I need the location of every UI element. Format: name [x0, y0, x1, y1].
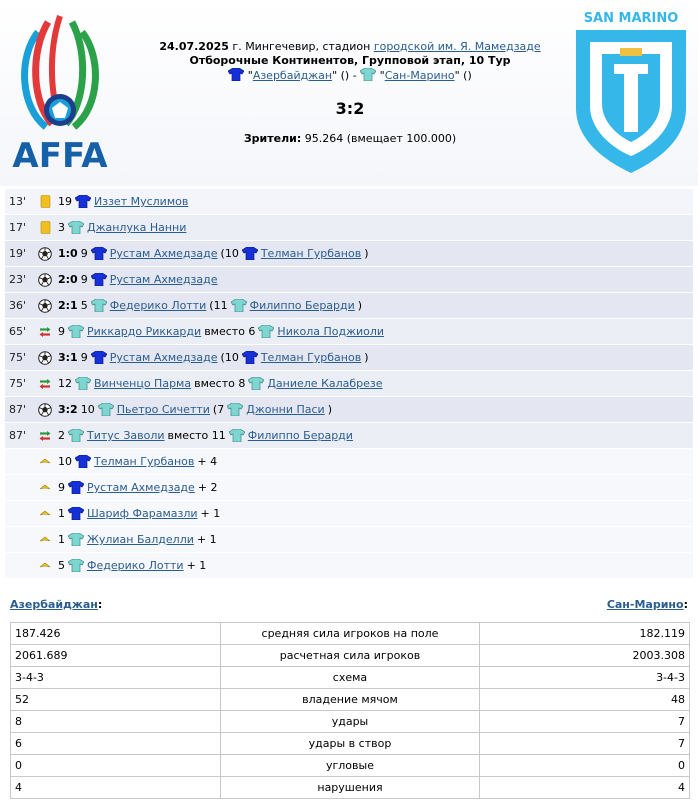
player-number: 9 — [58, 481, 65, 494]
event-minute: 65' — [9, 325, 27, 338]
stat-row — [11, 689, 690, 711]
home-shirt-icon — [242, 351, 258, 364]
rating-star-icon — [39, 561, 51, 571]
substitution-instead: вместо 8 — [194, 377, 246, 390]
ball-icon — [38, 299, 52, 313]
player-number: 1 — [58, 507, 65, 520]
player-link[interactable]: Пьетро Сичетти — [116, 403, 210, 416]
player-number: 9 — [58, 325, 65, 338]
assist-player-link[interactable]: Телман Гурбанов — [260, 351, 362, 364]
substituted-player-link[interactable]: Никола Поджиоли — [277, 325, 385, 338]
match-header — [0, 0, 698, 186]
event-minute: 19' — [9, 247, 27, 260]
stat-away-value: 3-4-3 — [480, 667, 690, 689]
event-row: 36' 2:1 5 Федерико Лотти (11 Филиппо Берарди ) — [5, 293, 693, 318]
stat-away-value: 4 — [480, 777, 690, 799]
stat-row — [11, 667, 690, 689]
event-minute: 75' — [9, 377, 27, 390]
assist-number: (11 — [209, 299, 228, 312]
substitution-instead: вместо 11 — [167, 429, 226, 442]
assist-player-link[interactable]: Джонни Паси — [246, 403, 325, 416]
stat-label: расчетная сила игроков — [220, 645, 480, 667]
rating-plus: + 1 — [200, 507, 221, 520]
player-number: 19 — [58, 195, 72, 208]
stat-home-value: 6 — [11, 733, 221, 755]
event-minute: 17' — [9, 221, 27, 234]
match-date: 24.07.2025 — [159, 40, 229, 53]
stat-label: удары — [220, 711, 480, 733]
stat-away-value: 7 — [480, 711, 690, 733]
away-shirt-icon — [68, 559, 84, 572]
assist-number: (10 — [220, 351, 239, 364]
player-link[interactable]: Телман Гурбанов — [94, 455, 195, 468]
stat-label: угловые — [220, 755, 480, 777]
player-link[interactable]: Рустам Ахмедзаде — [87, 481, 195, 494]
assist-number: (10 — [220, 247, 239, 260]
away-shirt-icon — [248, 377, 264, 390]
player-number: 9 — [80, 273, 88, 286]
player-link[interactable]: Рустам Ахмедзаде — [109, 351, 218, 364]
match-stats-table — [10, 622, 690, 799]
stat-row — [11, 755, 690, 777]
stat-away-value: 7 — [480, 733, 690, 755]
substitution-icon — [38, 430, 52, 442]
home-shirt-icon — [68, 481, 84, 494]
player-link[interactable]: Федерико Лотти — [109, 299, 207, 312]
player-link[interactable]: Джанлука Нанни — [87, 221, 187, 234]
event-row — [5, 319, 693, 344]
affa-logo — [8, 12, 112, 176]
player-number: 9 — [80, 351, 88, 364]
assist-number: (7 — [212, 403, 225, 416]
event-row — [5, 267, 693, 292]
rating-star-icon — [39, 457, 51, 467]
away-team-link[interactable]: Сан-Марино — [384, 69, 455, 82]
rating-row — [5, 527, 693, 552]
event-minute: 75' — [9, 351, 27, 364]
rating-star-icon — [39, 483, 51, 493]
stat-row — [11, 733, 690, 755]
player-number: 5 — [80, 299, 88, 312]
stat-home-value: 8 — [11, 711, 221, 733]
home-shirt-icon — [242, 247, 258, 260]
ball-icon — [38, 273, 52, 287]
player-number: 1 — [58, 533, 65, 546]
stat-row — [11, 711, 690, 733]
rating-row — [5, 501, 693, 526]
svg-text:AFFA: AFFA — [12, 136, 108, 176]
away-shirt-icon — [258, 325, 274, 338]
event-minute: 36' — [9, 299, 27, 312]
stadium-link[interactable]: городской им. Я. Мамедзаде — [373, 40, 541, 53]
stat-label: удары в створ — [220, 733, 480, 755]
away-shirt-icon — [231, 299, 247, 312]
ball-icon — [38, 247, 52, 261]
assist-player-link[interactable]: Филиппо Берарди — [249, 299, 355, 312]
home-team-link[interactable]: Азербайджан — [252, 69, 333, 82]
home-shirt-icon — [91, 273, 107, 286]
home-shirt-icon — [91, 351, 107, 364]
stat-home-value: 0 — [11, 755, 221, 777]
home-shirt-icon — [91, 247, 107, 260]
final-score: 3:2 — [335, 99, 365, 118]
rating-plus: + 4 — [197, 455, 218, 468]
substituted-player-link[interactable]: Филиппо Берарди — [247, 429, 353, 442]
home-shirt-icon — [75, 455, 91, 468]
rating-row — [5, 553, 693, 578]
player-link[interactable]: Шариф Фарамазли — [87, 507, 198, 520]
assist-player-link[interactable]: Телман Гурбанов — [260, 247, 362, 260]
rating-plus: + 1 — [186, 559, 207, 572]
teams-line: "Азербайджан" () - "Сан-Марино" () — [150, 68, 550, 83]
event-minute: 23' — [9, 273, 27, 286]
team-labels: Азербайджан: Сан-Марино: — [10, 598, 688, 611]
away-shirt-icon — [98, 403, 114, 416]
event-row — [5, 423, 693, 448]
event-score: 1:0 — [58, 247, 78, 260]
competition-title: Отборочные Континентов, Групповой этап, 10 Тур — [189, 54, 511, 67]
home-shirt-icon — [75, 195, 91, 208]
player-number: 12 — [58, 377, 72, 390]
substituted-player-link[interactable]: Даниеле Калабрезе — [267, 377, 383, 390]
player-link[interactable]: Рустам Ахмедзаде — [109, 273, 218, 286]
rating-plus: + 2 — [197, 481, 218, 494]
san-marino-logo — [572, 8, 690, 178]
away-shirt-icon — [68, 325, 84, 338]
stat-home-value: 52 — [11, 689, 221, 711]
rating-row — [5, 475, 693, 500]
event-row: 87' 3:2 10 Пьетро Сичетти (7 Джонни Паси ) — [5, 397, 693, 422]
away-shirt-icon — [68, 221, 84, 234]
stat-label: нарушения — [220, 777, 480, 799]
event-minute: 87' — [9, 429, 27, 442]
spectators — [150, 132, 550, 145]
event-row: 19' 1:0 9 Рустам Ахмедзаде (10 Телман Гурбанов ) — [5, 241, 693, 266]
yellow-card-icon — [40, 221, 51, 234]
away-shirt-icon — [91, 299, 107, 312]
away-shirt-icon — [229, 429, 245, 442]
stat-row — [11, 645, 690, 667]
player-number: 10 — [80, 403, 95, 416]
event-score: 3:2 — [58, 403, 78, 416]
stat-home-value: 3-4-3 — [11, 667, 221, 689]
rating-row — [5, 449, 693, 474]
event-minute: 13' — [9, 195, 27, 208]
ball-icon — [38, 351, 52, 365]
stat-label: владение мячом — [220, 689, 480, 711]
player-number: 3 — [58, 221, 65, 234]
player-number: 10 — [58, 455, 72, 468]
player-link[interactable]: Федерико Лотти — [87, 559, 184, 572]
svg-text:SAN MARINO: SAN MARINO — [583, 11, 679, 26]
stat-away-value: 2003.308 — [480, 645, 690, 667]
event-score: 2:0 — [58, 273, 78, 286]
event-minute: 87' — [9, 403, 27, 416]
spectators-value: 95.264 (вмещает 100.000) — [304, 132, 457, 145]
match-date-venue — [150, 40, 550, 54]
match-events — [5, 189, 693, 579]
player-number: 5 — [58, 559, 65, 572]
away-shirt-icon — [68, 429, 84, 442]
player-link[interactable]: Риккардо Риккарди — [87, 325, 202, 338]
stat-home-value: 4 — [11, 777, 221, 799]
stat-home-value: 2061.689 — [11, 645, 221, 667]
stat-row — [11, 623, 690, 645]
substitution-icon — [38, 326, 52, 338]
player-link[interactable]: Жулиан Балделли — [87, 533, 194, 546]
substitution-instead: вместо 6 — [204, 325, 256, 338]
stat-away-value: 0 — [480, 755, 690, 777]
player-link[interactable]: Титус Заволи — [87, 429, 165, 442]
home-shirt-icon — [228, 68, 244, 81]
player-link[interactable]: Иззет Муслимов — [94, 195, 189, 208]
home-shirt-icon — [68, 507, 84, 520]
substitution-icon — [38, 378, 52, 390]
player-link[interactable]: Винченцо Парма — [94, 377, 192, 390]
stat-label: схема — [220, 667, 480, 689]
away-team-label[interactable]: Сан-Марино — [606, 598, 684, 611]
yellow-card-icon — [40, 195, 51, 208]
stat-home-value: 187.426 — [11, 623, 221, 645]
stat-row — [11, 777, 690, 799]
event-row: 75' 3:1 9 Рустам Ахмедзаде (10 Телман Гурбанов ) — [5, 345, 693, 370]
rating-plus: + 1 — [196, 533, 217, 546]
away-shirt-icon — [75, 377, 91, 390]
stat-away-value: 182.119 — [480, 623, 690, 645]
player-number: 9 — [80, 247, 88, 260]
event-score: 3:1 — [58, 351, 78, 364]
player-link[interactable]: Рустам Ахмедзаде — [109, 247, 218, 260]
away-shirt-icon — [227, 403, 243, 416]
away-shirt-icon — [68, 533, 84, 546]
event-row — [5, 371, 693, 396]
away-shirt-icon — [360, 68, 376, 81]
event-score: 2:1 — [58, 299, 78, 312]
ball-icon — [38, 403, 52, 417]
rating-star-icon — [39, 535, 51, 545]
rating-star-icon — [39, 509, 51, 519]
player-number: 2 — [58, 429, 65, 442]
venue-prefix: г. Мингечевир, стадион — [232, 40, 371, 53]
stat-label: средняя сила игроков на поле — [220, 623, 480, 645]
event-row — [5, 215, 693, 240]
home-team-label[interactable]: Азербайджан — [10, 598, 98, 611]
spectators-label: Зрители: — [243, 132, 302, 145]
event-row — [5, 189, 693, 214]
stat-away-value: 48 — [480, 689, 690, 711]
